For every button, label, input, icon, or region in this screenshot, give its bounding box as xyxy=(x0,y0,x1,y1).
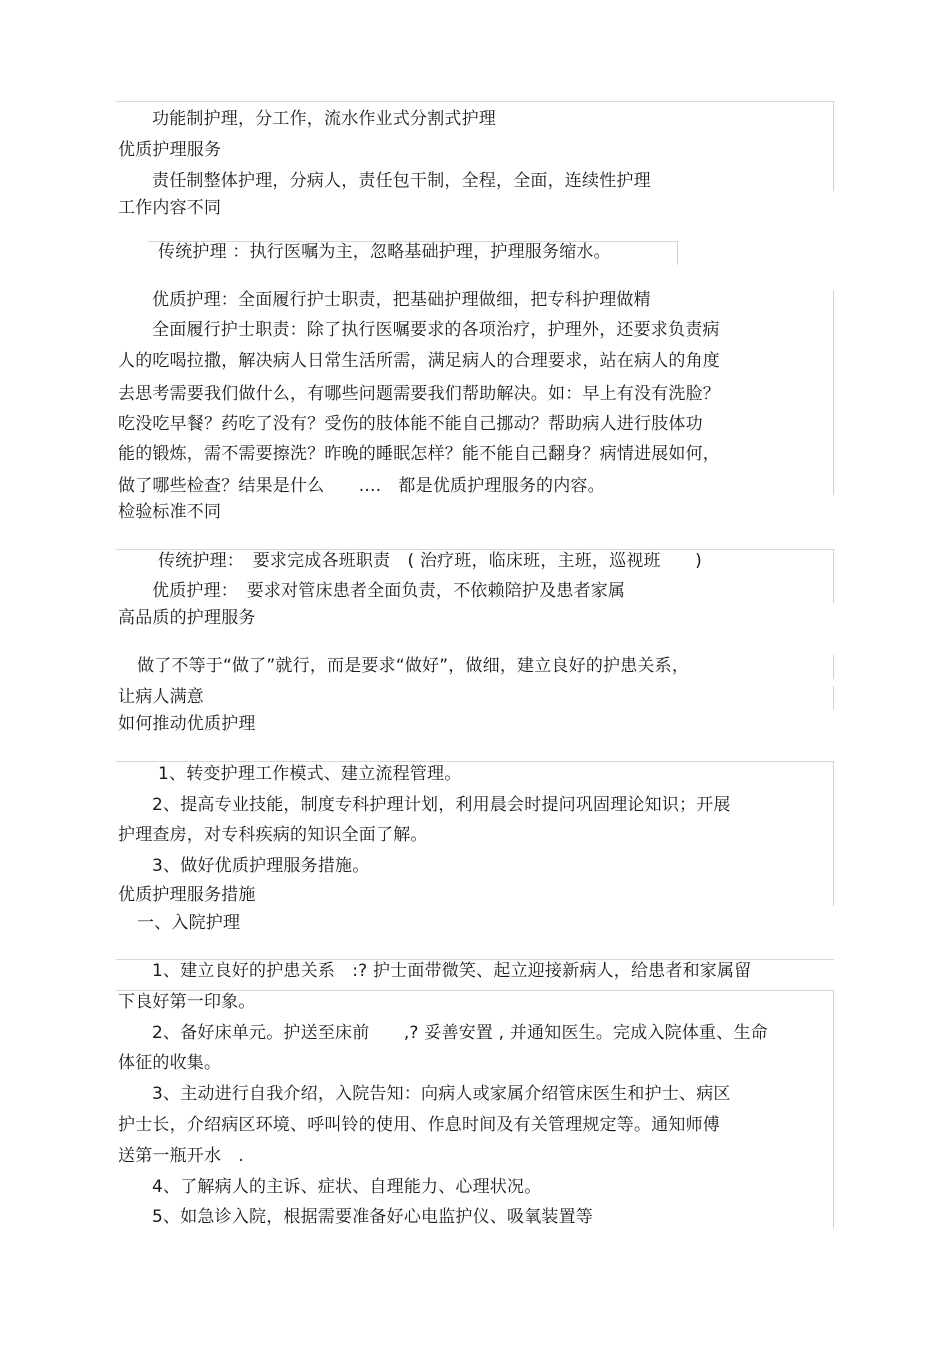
text-line: 传统护理 ：执行医嘱为主，忽略基础护理，护理服务缩水。 xyxy=(158,242,611,262)
list-item: 2、提高专业技能，制度专科护理计划，利用晨会时提问巩固理论知识；开展 xyxy=(152,795,731,815)
list-item: 4、了解病人的主诉、症状、自理能力、心理状况。 xyxy=(152,1177,542,1197)
text-line: 让病人满意 xyxy=(118,687,204,707)
text-line: 去思考需要我们做什么，有哪些问题需要我们帮助解决。如：早上有没有洗脸？ xyxy=(118,384,720,404)
section-heading: 高品质的护理服务 xyxy=(118,608,256,628)
text-line: 责任制整体护理，分病人，责任包干制，全程，全面，连续性护理 xyxy=(152,171,651,191)
list-item: 3、主动进行自我介绍，入院告知：向病人或家属介绍管床医生和护士、病区 xyxy=(152,1084,731,1104)
separator-line xyxy=(833,761,834,906)
text-line: 能的锻炼，需不需要擦洗？昨晚的睡眠怎样？能不能自己翻身？病情进展如何， xyxy=(118,444,720,464)
list-item: 5、如急诊入院，根据需要准备好心电监护仪、吸氧装置等 xyxy=(152,1207,594,1227)
list-item: 1、转变护理工作模式、建立流程管理。 xyxy=(158,764,462,784)
text-line: 下良好第一印象。 xyxy=(118,992,256,1012)
separator-line xyxy=(833,990,834,1228)
section-heading: 如何推动优质护理 xyxy=(118,714,256,734)
text-line: 做了哪些检查？结果是什么 .... 都是优质护理服务的内容。 xyxy=(118,476,605,496)
separator-line xyxy=(833,655,834,679)
separator-line xyxy=(833,290,834,495)
text-line: 体征的收集。 xyxy=(118,1053,222,1073)
section-heading: 优质护理服务措施 xyxy=(118,885,256,905)
text-line: 做了不等于“做了”就行，而是要求“做好”，做细，建立良好的护患关系， xyxy=(137,656,690,676)
section-heading: 检验标准不同 xyxy=(118,502,222,522)
text-line: 全面履行护士职责：除了执行医嘱要求的各项治疗，护理外，还要求负责病 xyxy=(152,320,720,340)
text-line: 传统护理： 要求完成各班职责 ( 治疗班，临床班，主班，巡视班 ) xyxy=(158,551,702,571)
separator-line xyxy=(833,101,834,191)
separator-line xyxy=(116,761,834,762)
text-line: 功能制护理，分工作，流水作业式分割式护理 xyxy=(152,109,496,129)
text-line: 优质护理： 要求对管床患者全面负责，不依赖陪护及患者家属 xyxy=(152,581,626,601)
separator-line xyxy=(677,241,678,265)
text-line: 护士长，介绍病区环境、呼叫铃的使用、作息时间及有关管理规定等。通知师傅 xyxy=(118,1115,720,1135)
separator-line xyxy=(833,686,834,710)
section-heading: 优质护理服务 xyxy=(118,140,222,160)
text-line: 人的吃喝拉撒，解决病人日常生活所需，满足病人的合理要求，站在病人的角度 xyxy=(118,351,720,371)
text-line: 护理查房，对专科疾病的知识全面了解。 xyxy=(118,825,428,845)
separator-line xyxy=(116,101,834,102)
separator-line xyxy=(833,549,834,603)
text-line: 送第一瓶开水 . xyxy=(118,1146,245,1166)
list-item: 1、建立良好的护患关系 :? 护士面带微笑、起立迎接新病人，给患者和家属留 xyxy=(152,961,752,981)
subsection-heading: 一、入院护理 xyxy=(137,913,241,933)
text-line: 吃没吃早餐？药吃了没有？受伤的肢体能不能自己挪动？帮助病人进行肢体功 xyxy=(118,414,703,434)
list-item: 2、备好床单元。护送至床前 ,? 妥善安置 , 并通知医生。完成入院体重、生命 xyxy=(152,1023,768,1043)
text-line: 优质护理：全面履行护士职责，把基础护理做细，把专科护理做精 xyxy=(152,290,651,310)
list-item: 3、做好优质护理服务措施。 xyxy=(152,856,370,876)
section-heading: 工作内容不同 xyxy=(118,198,222,218)
